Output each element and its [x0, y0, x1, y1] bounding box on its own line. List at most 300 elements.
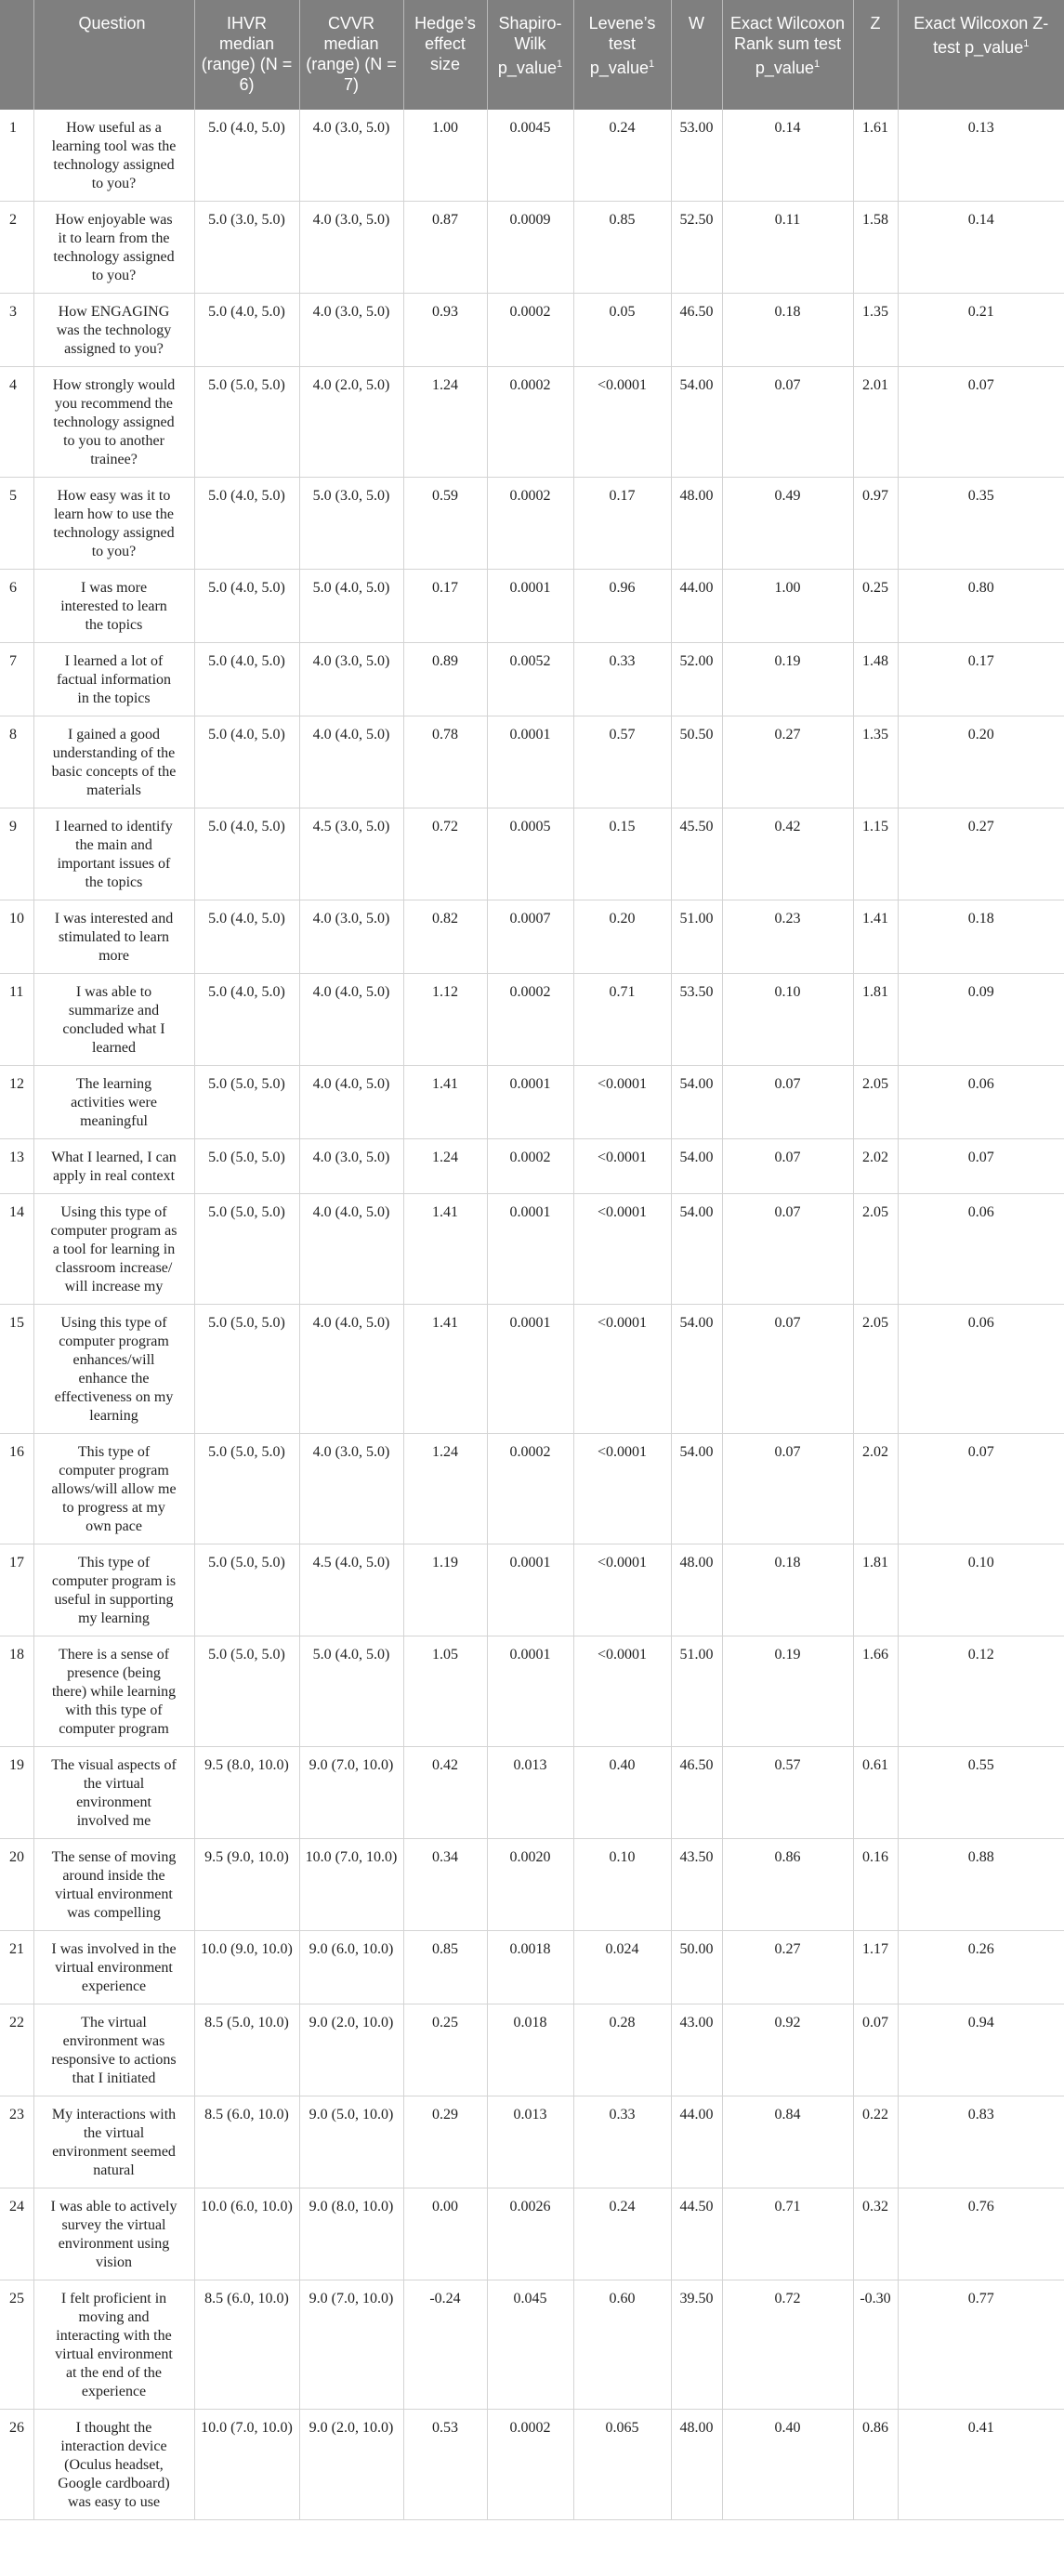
cell-question: I was able to actively survey the virtual environment using vision — [33, 2188, 194, 2280]
cell-hedge: 0.82 — [403, 900, 487, 974]
cell-levene: 0.17 — [573, 478, 671, 570]
header-label: Exact Wilcoxon Z-test p_value — [913, 14, 1049, 57]
cell-hedge: 0.72 — [403, 808, 487, 900]
cell-w: 48.00 — [671, 2410, 722, 2520]
header-label: W — [689, 14, 704, 33]
header-wilcoxon-rank — [722, 0, 853, 110]
cell-hedge: 0.89 — [403, 643, 487, 716]
cell-hedge: 1.24 — [403, 1139, 487, 1194]
cell-levene: 0.33 — [573, 2096, 671, 2188]
cell-question: The virtual environment was responsive to actions that I initiated — [33, 2004, 194, 2096]
cell-ihvr: 10.0 (6.0, 10.0) — [194, 2188, 299, 2280]
cell-question: How easy was it to learn how to use the technology assigned to you? — [33, 478, 194, 570]
cell-z: 0.32 — [853, 2188, 898, 2280]
table-row — [0, 1636, 1064, 1747]
cell-ihvr: 5.0 (4.0, 5.0) — [194, 294, 299, 367]
cell-question: I gained a good understanding of the basic concepts of the materials — [33, 716, 194, 808]
cell-wilcoxon-rank: 0.19 — [722, 643, 853, 716]
cell-num: 12 — [0, 1066, 33, 1139]
cell-question: I learned a lot of factual information in the topics — [33, 643, 194, 716]
header-z — [853, 0, 898, 110]
cell-shapiro: 0.0002 — [487, 367, 573, 478]
cell-w: 51.00 — [671, 900, 722, 974]
cell-hedge: 0.87 — [403, 202, 487, 294]
cell-levene: 0.24 — [573, 2188, 671, 2280]
cell-levene: 0.15 — [573, 808, 671, 900]
cell-wilcoxon-z: 0.77 — [898, 2280, 1064, 2410]
cell-z: 1.58 — [853, 202, 898, 294]
cell-levene: <0.0001 — [573, 1066, 671, 1139]
cell-shapiro: 0.0018 — [487, 1931, 573, 2004]
cell-wilcoxon-rank: 0.23 — [722, 900, 853, 974]
cell-wilcoxon-rank: 0.42 — [722, 808, 853, 900]
cell-cvvr: 4.0 (4.0, 5.0) — [299, 716, 403, 808]
header-label: Levene’s test p_value — [588, 14, 656, 77]
header-row — [0, 0, 1064, 110]
cell-shapiro: 0.0001 — [487, 1066, 573, 1139]
cell-num: 24 — [0, 2188, 33, 2280]
cell-question: I was interested and stimulated to learn more — [33, 900, 194, 974]
cell-levene: 0.28 — [573, 2004, 671, 2096]
cell-levene: 0.57 — [573, 716, 671, 808]
header-shapiro — [487, 0, 573, 110]
cell-shapiro: 0.0007 — [487, 900, 573, 974]
cell-cvvr: 4.0 (2.0, 5.0) — [299, 367, 403, 478]
cell-num: 11 — [0, 974, 33, 1066]
cell-z: 2.02 — [853, 1139, 898, 1194]
cell-hedge: 1.12 — [403, 974, 487, 1066]
cell-wilcoxon-rank: 0.84 — [722, 2096, 853, 2188]
cell-shapiro: 0.045 — [487, 2280, 573, 2410]
cell-hedge: 0.53 — [403, 2410, 487, 2520]
cell-question: Using this type of computer program as a tool for learning in classroom increase/ will increase my — [33, 1194, 194, 1305]
cell-w: 52.50 — [671, 202, 722, 294]
cell-w: 48.00 — [671, 478, 722, 570]
cell-shapiro: 0.0002 — [487, 478, 573, 570]
cell-num: 21 — [0, 1931, 33, 2004]
cell-ihvr: 5.0 (4.0, 5.0) — [194, 570, 299, 643]
cell-wilcoxon-z: 0.83 — [898, 2096, 1064, 2188]
cell-num: 3 — [0, 294, 33, 367]
table-row — [0, 367, 1064, 478]
cell-levene: 0.20 — [573, 900, 671, 974]
cell-cvvr: 4.0 (4.0, 5.0) — [299, 1305, 403, 1434]
cell-cvvr: 9.0 (6.0, 10.0) — [299, 1931, 403, 2004]
cell-wilcoxon-z: 0.07 — [898, 1434, 1064, 1544]
cell-wilcoxon-z: 0.13 — [898, 110, 1064, 202]
cell-wilcoxon-rank: 0.18 — [722, 294, 853, 367]
cell-wilcoxon-rank: 0.57 — [722, 1747, 853, 1839]
cell-z: 0.86 — [853, 2410, 898, 2520]
cell-question: This type of computer program allows/will allow me to progress at my own pace — [33, 1434, 194, 1544]
cell-wilcoxon-z: 0.10 — [898, 1544, 1064, 1636]
cell-z: 2.02 — [853, 1434, 898, 1544]
cell-ihvr: 10.0 (9.0, 10.0) — [194, 1931, 299, 2004]
cell-num: 25 — [0, 2280, 33, 2410]
cell-levene: <0.0001 — [573, 1544, 671, 1636]
cell-wilcoxon-z: 0.41 — [898, 2410, 1064, 2520]
cell-w: 44.00 — [671, 570, 722, 643]
cell-z: 1.17 — [853, 1931, 898, 2004]
cell-num: 6 — [0, 570, 33, 643]
cell-num: 4 — [0, 367, 33, 478]
table-row — [0, 2004, 1064, 2096]
cell-num: 22 — [0, 2004, 33, 2096]
cell-wilcoxon-rank: 0.18 — [722, 1544, 853, 1636]
cell-z: 1.15 — [853, 808, 898, 900]
cell-ihvr: 5.0 (4.0, 5.0) — [194, 716, 299, 808]
cell-w: 53.00 — [671, 110, 722, 202]
cell-question: How useful as a learning tool was the technology assigned to you? — [33, 110, 194, 202]
cell-z: 1.61 — [853, 110, 898, 202]
cell-wilcoxon-z: 0.06 — [898, 1194, 1064, 1305]
table-row — [0, 2280, 1064, 2410]
cell-cvvr: 9.0 (2.0, 10.0) — [299, 2004, 403, 2096]
cell-question: This type of computer program is useful in supporting my learning — [33, 1544, 194, 1636]
cell-w: 52.00 — [671, 643, 722, 716]
cell-ihvr: 5.0 (5.0, 5.0) — [194, 1194, 299, 1305]
cell-question: Using this type of computer program enhances/will enhance the effectiveness on my learning — [33, 1305, 194, 1434]
cell-ihvr: 5.0 (4.0, 5.0) — [194, 643, 299, 716]
cell-z: 1.81 — [853, 974, 898, 1066]
cell-w: 54.00 — [671, 1139, 722, 1194]
cell-question: The visual aspects of the virtual environment involved me — [33, 1747, 194, 1839]
footnote-marker: 1 — [813, 59, 821, 70]
cell-ihvr: 10.0 (7.0, 10.0) — [194, 2410, 299, 2520]
cell-num: 19 — [0, 1747, 33, 1839]
cell-wilcoxon-z: 0.06 — [898, 1066, 1064, 1139]
cell-wilcoxon-z: 0.12 — [898, 1636, 1064, 1747]
cell-levene: <0.0001 — [573, 1636, 671, 1747]
table-row — [0, 294, 1064, 367]
cell-num: 15 — [0, 1305, 33, 1434]
cell-cvvr: 4.0 (4.0, 5.0) — [299, 1194, 403, 1305]
cell-levene: <0.0001 — [573, 367, 671, 478]
cell-cvvr: 9.0 (7.0, 10.0) — [299, 1747, 403, 1839]
table-row — [0, 1839, 1064, 1931]
cell-cvvr: 4.0 (3.0, 5.0) — [299, 110, 403, 202]
cell-shapiro: 0.0001 — [487, 1544, 573, 1636]
header-question — [33, 0, 194, 110]
footnote-marker: 1 — [1023, 38, 1030, 49]
cell-wilcoxon-rank: 0.07 — [722, 367, 853, 478]
cell-cvvr: 9.0 (2.0, 10.0) — [299, 2410, 403, 2520]
cell-levene: <0.0001 — [573, 1139, 671, 1194]
cell-question: How strongly would you recommend the technology assigned to you to another trainee? — [33, 367, 194, 478]
cell-hedge: 0.25 — [403, 2004, 487, 2096]
table-row — [0, 1305, 1064, 1434]
header-label: Z — [870, 14, 881, 33]
cell-cvvr: 4.0 (3.0, 5.0) — [299, 643, 403, 716]
cell-question: I learned to identify the main and important issues of the topics — [33, 808, 194, 900]
footnote-marker: 1 — [648, 59, 655, 70]
cell-wilcoxon-rank: 0.92 — [722, 2004, 853, 2096]
cell-question: There is a sense of presence (being there) while learning with this type of computer program — [33, 1636, 194, 1747]
table-row — [0, 1434, 1064, 1544]
cell-wilcoxon-z: 0.27 — [898, 808, 1064, 900]
cell-num: 1 — [0, 110, 33, 202]
cell-cvvr: 4.0 (3.0, 5.0) — [299, 1434, 403, 1544]
table-row — [0, 1747, 1064, 1839]
cell-cvvr: 4.0 (3.0, 5.0) — [299, 202, 403, 294]
cell-w: 54.00 — [671, 1434, 722, 1544]
cell-levene: 0.10 — [573, 1839, 671, 1931]
cell-ihvr: 5.0 (4.0, 5.0) — [194, 110, 299, 202]
cell-wilcoxon-rank: 0.72 — [722, 2280, 853, 2410]
cell-wilcoxon-rank: 0.10 — [722, 974, 853, 1066]
cell-ihvr: 5.0 (4.0, 5.0) — [194, 974, 299, 1066]
cell-w: 54.00 — [671, 1194, 722, 1305]
cell-ihvr: 5.0 (4.0, 5.0) — [194, 808, 299, 900]
cell-shapiro: 0.018 — [487, 2004, 573, 2096]
cell-num: 17 — [0, 1544, 33, 1636]
cell-w: 54.00 — [671, 1305, 722, 1434]
cell-levene: <0.0001 — [573, 1434, 671, 1544]
cell-levene: 0.60 — [573, 2280, 671, 2410]
cell-cvvr: 4.0 (3.0, 5.0) — [299, 1139, 403, 1194]
cell-num: 23 — [0, 2096, 33, 2188]
cell-num: 20 — [0, 1839, 33, 1931]
cell-hedge: 1.24 — [403, 367, 487, 478]
cell-wilcoxon-z: 0.80 — [898, 570, 1064, 643]
cell-shapiro: 0.0001 — [487, 570, 573, 643]
cell-shapiro: 0.0001 — [487, 1194, 573, 1305]
table-row — [0, 2188, 1064, 2280]
cell-wilcoxon-z: 0.09 — [898, 974, 1064, 1066]
cell-z: 2.01 — [853, 367, 898, 478]
cell-wilcoxon-rank: 0.11 — [722, 202, 853, 294]
cell-z: 2.05 — [853, 1066, 898, 1139]
cell-wilcoxon-rank: 0.07 — [722, 1305, 853, 1434]
cell-w: 39.50 — [671, 2280, 722, 2410]
header-cvvr — [299, 0, 403, 110]
cell-z: 0.22 — [853, 2096, 898, 2188]
cell-num: 9 — [0, 808, 33, 900]
cell-cvvr: 4.5 (3.0, 5.0) — [299, 808, 403, 900]
cell-shapiro: 0.0001 — [487, 1305, 573, 1434]
cell-levene: 0.85 — [573, 202, 671, 294]
cell-z: 1.35 — [853, 716, 898, 808]
header-label: IHVR median (range) (N = 6) — [201, 14, 293, 94]
footnote-marker: 1 — [556, 59, 563, 70]
cell-levene: 0.33 — [573, 643, 671, 716]
cell-z: 1.41 — [853, 900, 898, 974]
cell-ihvr: 5.0 (3.0, 5.0) — [194, 202, 299, 294]
cell-question: My interactions with the virtual environment seemed natural — [33, 2096, 194, 2188]
header-wilcoxon-z — [898, 0, 1064, 110]
cell-wilcoxon-rank: 0.07 — [722, 1066, 853, 1139]
cell-ihvr: 8.5 (6.0, 10.0) — [194, 2280, 299, 2410]
cell-ihvr: 5.0 (5.0, 5.0) — [194, 1434, 299, 1544]
cell-num: 16 — [0, 1434, 33, 1544]
cell-z: 1.66 — [853, 1636, 898, 1747]
table-row — [0, 716, 1064, 808]
cell-wilcoxon-rank: 0.71 — [722, 2188, 853, 2280]
cell-wilcoxon-z: 0.26 — [898, 1931, 1064, 2004]
cell-levene: 0.05 — [573, 294, 671, 367]
cell-w: 54.00 — [671, 1066, 722, 1139]
cell-question: The learning activities were meaningful — [33, 1066, 194, 1139]
cell-wilcoxon-z: 0.88 — [898, 1839, 1064, 1931]
cell-wilcoxon-z: 0.07 — [898, 367, 1064, 478]
cell-levene: <0.0001 — [573, 1305, 671, 1434]
cell-shapiro: 0.0002 — [487, 294, 573, 367]
header-label: Question — [78, 14, 146, 33]
cell-z: 2.05 — [853, 1194, 898, 1305]
table-row — [0, 478, 1064, 570]
cell-z: 1.81 — [853, 1544, 898, 1636]
cell-hedge: -0.24 — [403, 2280, 487, 2410]
cell-w: 46.50 — [671, 1747, 722, 1839]
cell-levene: 0.024 — [573, 1931, 671, 2004]
table-row — [0, 1139, 1064, 1194]
cell-hedge: 0.85 — [403, 1931, 487, 2004]
cell-shapiro: 0.0002 — [487, 974, 573, 1066]
table-header — [0, 0, 1064, 110]
cell-hedge: 1.00 — [403, 110, 487, 202]
cell-wilcoxon-z: 0.21 — [898, 294, 1064, 367]
cell-w: 53.50 — [671, 974, 722, 1066]
cell-hedge: 1.41 — [403, 1066, 487, 1139]
cell-wilcoxon-rank: 0.86 — [722, 1839, 853, 1931]
cell-w: 44.00 — [671, 2096, 722, 2188]
cell-shapiro: 0.0045 — [487, 110, 573, 202]
cell-w: 48.00 — [671, 1544, 722, 1636]
cell-hedge: 0.17 — [403, 570, 487, 643]
cell-z: 2.05 — [853, 1305, 898, 1434]
cell-hedge: 0.00 — [403, 2188, 487, 2280]
cell-num: 5 — [0, 478, 33, 570]
cell-num: 18 — [0, 1636, 33, 1747]
cell-wilcoxon-rank: 0.27 — [722, 716, 853, 808]
cell-wilcoxon-z: 0.35 — [898, 478, 1064, 570]
cell-wilcoxon-z: 0.07 — [898, 1139, 1064, 1194]
cell-levene: 0.40 — [573, 1747, 671, 1839]
cell-shapiro: 0.0001 — [487, 1636, 573, 1747]
cell-ihvr: 5.0 (5.0, 5.0) — [194, 1544, 299, 1636]
cell-hedge: 1.19 — [403, 1544, 487, 1636]
cell-shapiro: 0.0001 — [487, 716, 573, 808]
cell-question: What I learned, I can apply in real context — [33, 1139, 194, 1194]
cell-shapiro: 0.0002 — [487, 1139, 573, 1194]
header-label: Shapiro-Wilk p_value — [497, 14, 562, 77]
cell-levene: 0.96 — [573, 570, 671, 643]
cell-wilcoxon-rank: 0.14 — [722, 110, 853, 202]
table-row — [0, 974, 1064, 1066]
cell-cvvr: 5.0 (4.0, 5.0) — [299, 1636, 403, 1747]
cell-ihvr: 9.5 (9.0, 10.0) — [194, 1839, 299, 1931]
cell-hedge: 0.42 — [403, 1747, 487, 1839]
cell-shapiro: 0.0009 — [487, 202, 573, 294]
cell-w: 43.50 — [671, 1839, 722, 1931]
cell-num: 7 — [0, 643, 33, 716]
cell-hedge: 0.93 — [403, 294, 487, 367]
cell-cvvr: 4.5 (4.0, 5.0) — [299, 1544, 403, 1636]
cell-ihvr: 5.0 (5.0, 5.0) — [194, 367, 299, 478]
cell-shapiro: 0.013 — [487, 2096, 573, 2188]
cell-hedge: 1.05 — [403, 1636, 487, 1747]
cell-ihvr: 5.0 (5.0, 5.0) — [194, 1139, 299, 1194]
cell-shapiro: 0.0052 — [487, 643, 573, 716]
cell-levene: 0.24 — [573, 110, 671, 202]
table-row — [0, 1544, 1064, 1636]
table-row — [0, 202, 1064, 294]
table-row — [0, 1066, 1064, 1139]
table-row — [0, 570, 1064, 643]
cell-cvvr: 9.0 (8.0, 10.0) — [299, 2188, 403, 2280]
cell-z: 1.35 — [853, 294, 898, 367]
cell-z: 0.61 — [853, 1747, 898, 1839]
cell-wilcoxon-z: 0.20 — [898, 716, 1064, 808]
cell-question: How ENGAGING was the technology assigned to you? — [33, 294, 194, 367]
header-label: Hedge’s effect size — [414, 14, 476, 73]
cell-shapiro: 0.013 — [487, 1747, 573, 1839]
table-row — [0, 808, 1064, 900]
header-label: CVVR median (range) (N = 7) — [306, 14, 397, 94]
cell-levene: 0.71 — [573, 974, 671, 1066]
cell-hedge: 1.24 — [403, 1434, 487, 1544]
cell-cvvr: 9.0 (5.0, 10.0) — [299, 2096, 403, 2188]
table-row — [0, 1931, 1064, 2004]
cell-shapiro: 0.0020 — [487, 1839, 573, 1931]
table-body — [0, 110, 1064, 2520]
cell-w: 51.00 — [671, 1636, 722, 1747]
cell-num: 8 — [0, 716, 33, 808]
table-row — [0, 2096, 1064, 2188]
cell-wilcoxon-rank: 0.07 — [722, 1139, 853, 1194]
cell-num: 10 — [0, 900, 33, 974]
cell-wilcoxon-z: 0.06 — [898, 1305, 1064, 1434]
header-levene — [573, 0, 671, 110]
cell-ihvr: 5.0 (5.0, 5.0) — [194, 1305, 299, 1434]
table-row — [0, 110, 1064, 202]
cell-wilcoxon-rank: 1.00 — [722, 570, 853, 643]
cell-question: I was able to summarize and concluded what I learned — [33, 974, 194, 1066]
cell-wilcoxon-rank: 0.07 — [722, 1194, 853, 1305]
cell-cvvr: 10.0 (7.0, 10.0) — [299, 1839, 403, 1931]
cell-wilcoxon-rank: 0.40 — [722, 2410, 853, 2520]
table-row — [0, 2410, 1064, 2520]
cell-ihvr: 5.0 (5.0, 5.0) — [194, 1636, 299, 1747]
cell-question: How enjoyable was it to learn from the technology assigned to you? — [33, 202, 194, 294]
cell-w: 50.00 — [671, 1931, 722, 2004]
cell-wilcoxon-rank: 0.19 — [722, 1636, 853, 1747]
cell-wilcoxon-z: 0.76 — [898, 2188, 1064, 2280]
cell-num: 13 — [0, 1139, 33, 1194]
cell-cvvr: 4.0 (3.0, 5.0) — [299, 900, 403, 974]
cell-z: 1.48 — [853, 643, 898, 716]
cell-ihvr: 5.0 (4.0, 5.0) — [194, 478, 299, 570]
cell-wilcoxon-z: 0.55 — [898, 1747, 1064, 1839]
cell-wilcoxon-z: 0.94 — [898, 2004, 1064, 2096]
cell-z: 0.07 — [853, 2004, 898, 2096]
table-row — [0, 643, 1064, 716]
cell-z: -0.30 — [853, 2280, 898, 2410]
cell-z: 0.25 — [853, 570, 898, 643]
cell-wilcoxon-z: 0.18 — [898, 900, 1064, 974]
cell-wilcoxon-rank: 0.07 — [722, 1434, 853, 1544]
cell-wilcoxon-z: 0.14 — [898, 202, 1064, 294]
cell-shapiro: 0.0002 — [487, 2410, 573, 2520]
cell-question: I was involved in the virtual environment experience — [33, 1931, 194, 2004]
cell-hedge: 0.34 — [403, 1839, 487, 1931]
cell-hedge: 0.29 — [403, 2096, 487, 2188]
cell-w: 46.50 — [671, 294, 722, 367]
cell-ihvr: 9.5 (8.0, 10.0) — [194, 1747, 299, 1839]
cell-ihvr: 8.5 (5.0, 10.0) — [194, 2004, 299, 2096]
cell-w: 45.50 — [671, 808, 722, 900]
header-w — [671, 0, 722, 110]
